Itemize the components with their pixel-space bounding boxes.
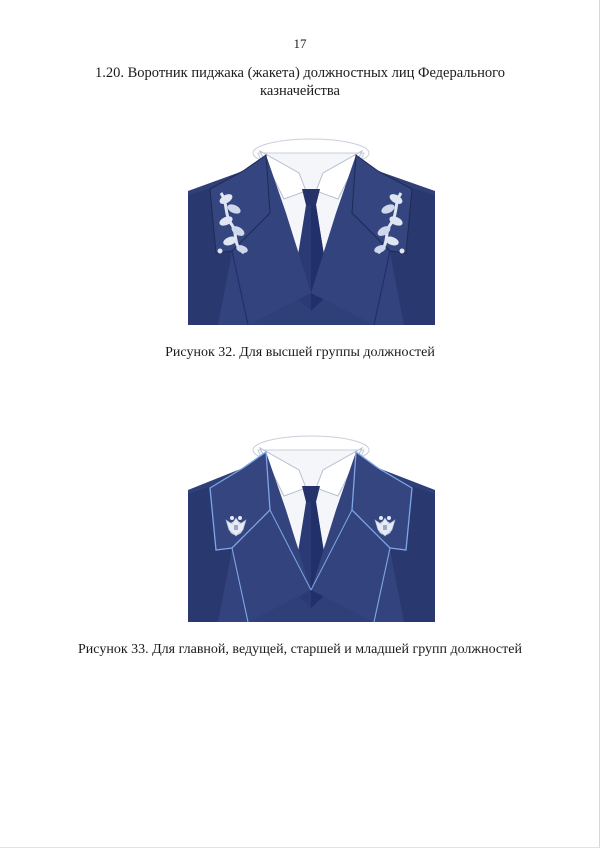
jacket-collar-drawing [188, 432, 435, 622]
section-heading: 1.20. Воротник пиджака (жакета) должностных лиц Федерального казначейства [94, 65, 506, 99]
figure-32-caption: Рисунок 32. Для высшей группы должностей [165, 345, 435, 360]
figure-33-caption: Рисунок 33. Для главной, ведущей, старшей и младшей групп должностей [78, 642, 522, 657]
figure-32-collar-illustration [188, 133, 435, 325]
jacket-collar-drawing [188, 133, 435, 325]
figure-33-collar-illustration [188, 432, 435, 622]
page-number: 17 [293, 36, 307, 51]
